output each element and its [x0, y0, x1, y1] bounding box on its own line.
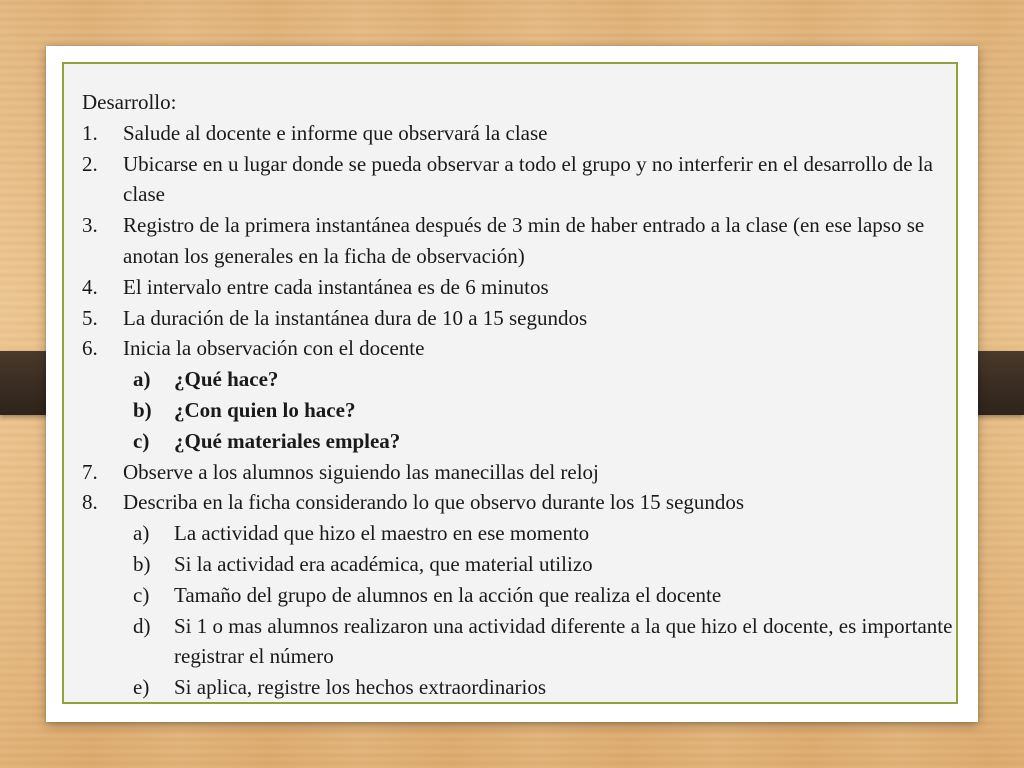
- list-text: Ubicarse en u lugar donde se pueda observar a todo el grupo y no interferir en el desarrollo de la clase: [123, 151, 933, 207]
- list-number: 7.: [82, 459, 98, 484]
- list-number: 8.: [82, 490, 98, 515]
- list-item-8: [82, 487, 962, 518]
- list-number: 3.: [82, 213, 98, 238]
- sub-text: ¿Qué hace?: [174, 367, 279, 392]
- sub-letter: b): [133, 397, 152, 422]
- list-item-5: [82, 303, 962, 334]
- list-number: 4.: [82, 274, 98, 299]
- sub-text: Si 1 o mas alumnos realizaron una actividad diferente a la que hizo el docente, es importante registrar el número: [174, 613, 953, 669]
- list-number: 1.: [82, 120, 98, 145]
- section-heading: Desarrollo:: [82, 90, 177, 114]
- list-number: 2.: [82, 151, 98, 176]
- sub-item-8b: [82, 549, 962, 580]
- list-number: 6.: [82, 336, 98, 361]
- list-item-4: [82, 272, 962, 303]
- sub-item-8c: [82, 580, 962, 611]
- sub-text: Si la actividad era académica, que material utilizo: [174, 551, 593, 576]
- slide-content: [82, 87, 962, 703]
- sub-item-8d: [82, 611, 962, 673]
- list-item-7: [82, 457, 962, 488]
- sub-item-6b: [82, 395, 962, 426]
- list-item-2: [82, 149, 962, 211]
- sub-text: Si aplica, registre los hechos extraordinarios: [174, 675, 547, 700]
- sub-text: ¿Con quien lo hace?: [174, 397, 356, 422]
- list-text: Inicia la observación con el docente: [123, 336, 425, 361]
- list-text: Observe a los alumnos siguiendo las manecillas del reloj: [123, 459, 599, 484]
- sub-letter: a): [133, 367, 151, 392]
- sub-letter: c): [133, 582, 150, 607]
- list-item-3: [82, 210, 962, 272]
- list-text: Salude al docente e informe que observará la clase: [123, 120, 548, 145]
- sub-letter: a): [133, 521, 150, 546]
- list-text: Describa en la ficha considerando lo que observo durante los 15 segundos: [123, 490, 745, 515]
- sub-letter: d): [133, 613, 151, 638]
- sub-text: Tamaño del grupo de alumnos en la acción que realiza el docente: [174, 582, 722, 607]
- list-number: 5.: [82, 305, 98, 330]
- slide-paper: [46, 46, 978, 722]
- list-text: La duración de la instantánea dura de 10 a 15 segundos: [123, 305, 588, 330]
- sub-letter: c): [133, 428, 150, 453]
- list-text: El intervalo entre cada instantánea es de 6 minutos: [123, 274, 549, 299]
- sub-letter: e): [133, 675, 150, 700]
- sub-text: ¿Qué materiales emplea?: [174, 428, 401, 453]
- list-text: Registro de la primera instantánea después de 3 min de haber entrado a la clase (en ese lapso se anotan los generales en la ficha de observación): [123, 213, 925, 268]
- list-item-6: [82, 333, 962, 364]
- sub-text: La actividad que hizo el maestro en ese momento: [174, 521, 590, 546]
- list-item-1: [82, 118, 962, 149]
- sub-item-8a: [82, 518, 962, 549]
- sub-item-6a: [82, 364, 962, 395]
- sub-item-6c: [82, 426, 962, 457]
- sub-item-8e: [82, 672, 962, 703]
- sub-letter: b): [133, 551, 151, 576]
